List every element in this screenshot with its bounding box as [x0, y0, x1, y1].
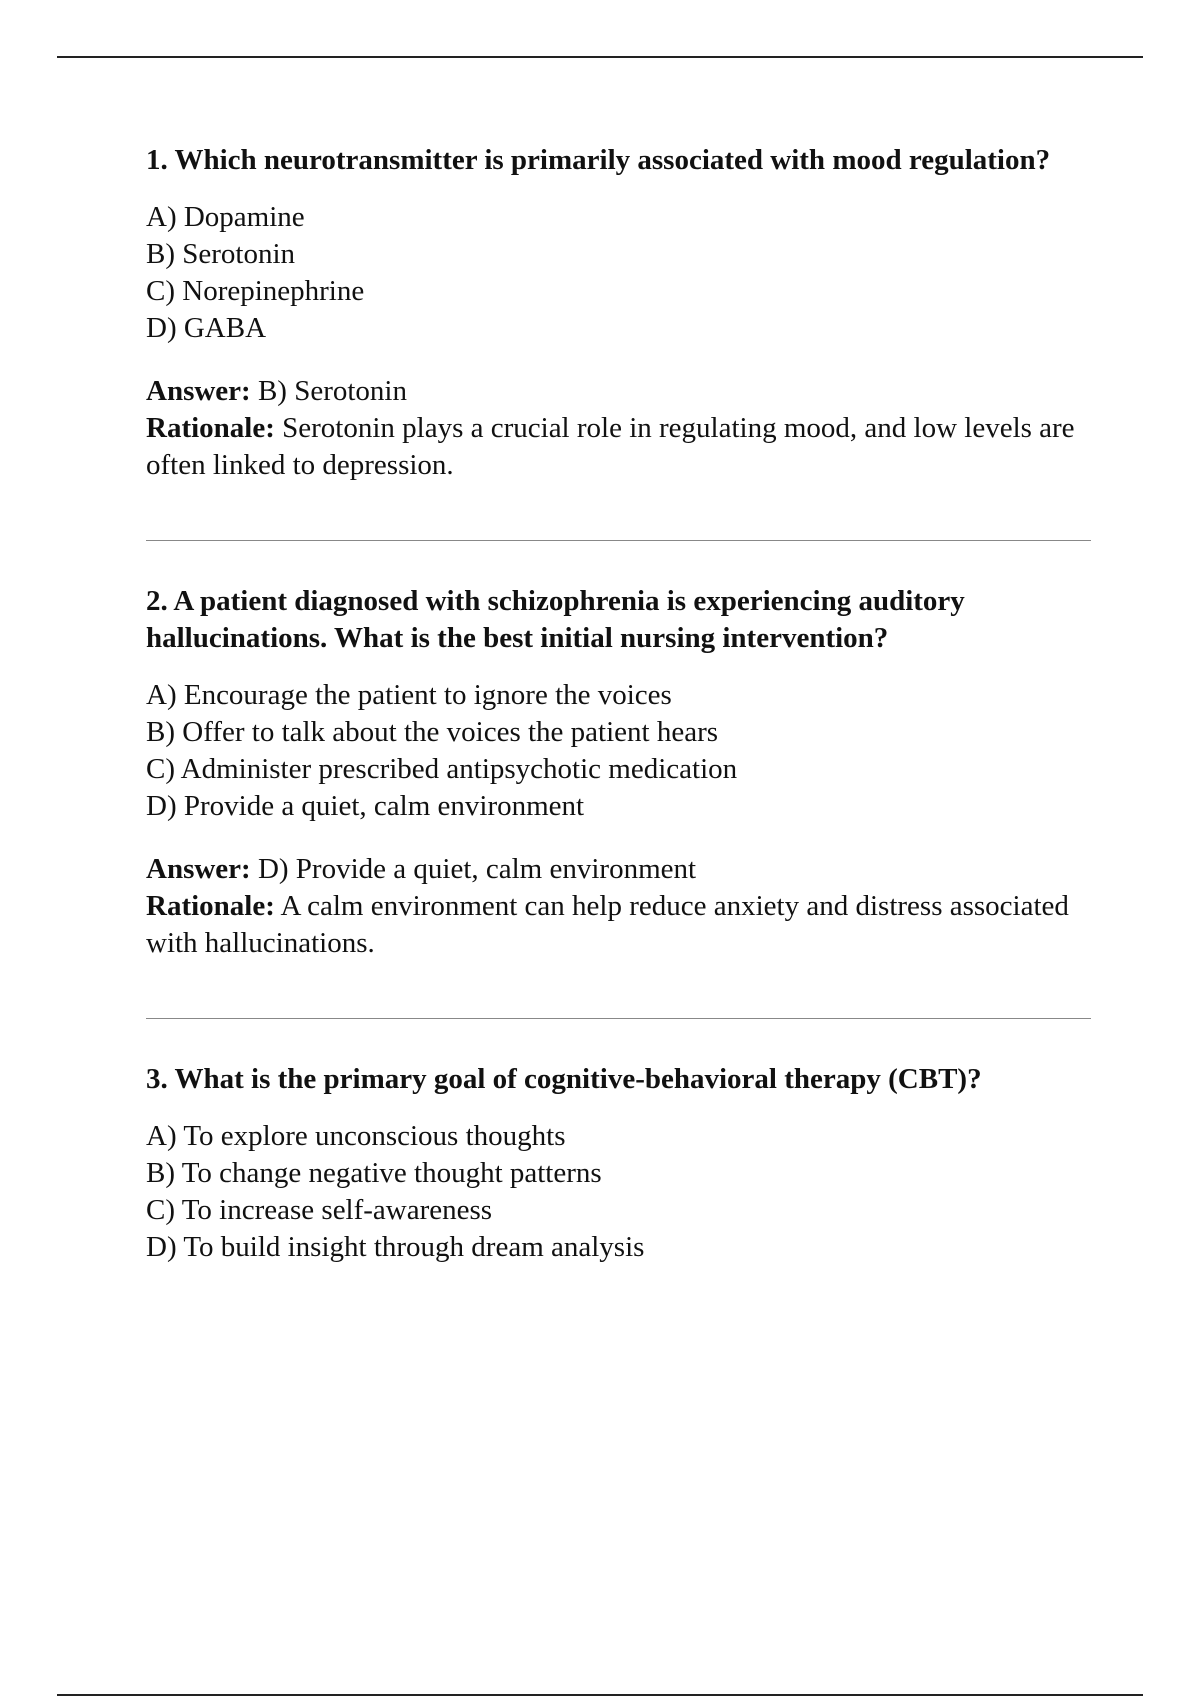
option-c: C) To increase self-awareness — [146, 1194, 493, 1226]
option-list — [146, 677, 1091, 825]
option-list — [146, 199, 1091, 347]
rationale-label: Rationale: — [146, 890, 275, 922]
option-c: C) Administer prescribed antipsychotic medication — [146, 753, 738, 785]
answer-block — [146, 373, 1091, 484]
option-b: B) To change negative thought patterns — [146, 1157, 602, 1189]
question-block-2 — [146, 583, 1091, 962]
option-d: D) GABA — [146, 312, 267, 344]
option-a: A) Dopamine — [146, 201, 305, 233]
option-d: D) Provide a quiet, calm environment — [146, 790, 585, 822]
question-block-3 — [146, 1061, 1091, 1266]
question-text: 1. Which neurotransmitter is primarily associated with mood regulation? — [146, 144, 1051, 176]
answer-value: B) Serotonin — [257, 375, 407, 407]
answer-label: Answer: — [146, 853, 251, 885]
option-b: B) Serotonin — [146, 238, 296, 270]
rationale-text: Serotonin plays a crucial role in regulating mood, and low levels are often linked to depression. — [146, 412, 1075, 481]
question-list — [146, 142, 1091, 1266]
page-bottom-rule — [57, 1694, 1143, 1696]
answer-line — [146, 851, 1091, 888]
rationale-text: A calm environment can help reduce anxiety and distress associated with hallucinations. — [146, 890, 1069, 959]
option-a: A) Encourage the patient to ignore the voices — [146, 679, 672, 711]
question-text: 3. What is the primary goal of cognitive-behavioral therapy (CBT)? — [146, 1063, 982, 1095]
rationale-line — [146, 410, 1091, 484]
option-c: C) Norepinephrine — [146, 275, 365, 307]
option-list — [146, 1118, 1091, 1266]
option-d: D) To build insight through dream analysis — [146, 1231, 645, 1263]
question-text: 2. A patient diagnosed with schizophrenia is experiencing auditory hallucinations. What is the best initial nursing intervention? — [146, 585, 965, 654]
answer-line — [146, 373, 1091, 410]
page-top-rule — [57, 56, 1143, 58]
section-divider — [146, 1018, 1091, 1019]
option-a: A) To explore unconscious thoughts — [146, 1120, 566, 1152]
answer-block — [146, 851, 1091, 962]
rationale-line — [146, 888, 1091, 962]
rationale-label: Rationale: — [146, 412, 275, 444]
option-b: B) Offer to talk about the voices the patient hears — [146, 716, 719, 748]
section-divider — [146, 540, 1091, 541]
question-block-1 — [146, 142, 1091, 484]
answer-value: D) Provide a quiet, calm environment — [257, 853, 697, 885]
answer-label: Answer: — [146, 375, 251, 407]
